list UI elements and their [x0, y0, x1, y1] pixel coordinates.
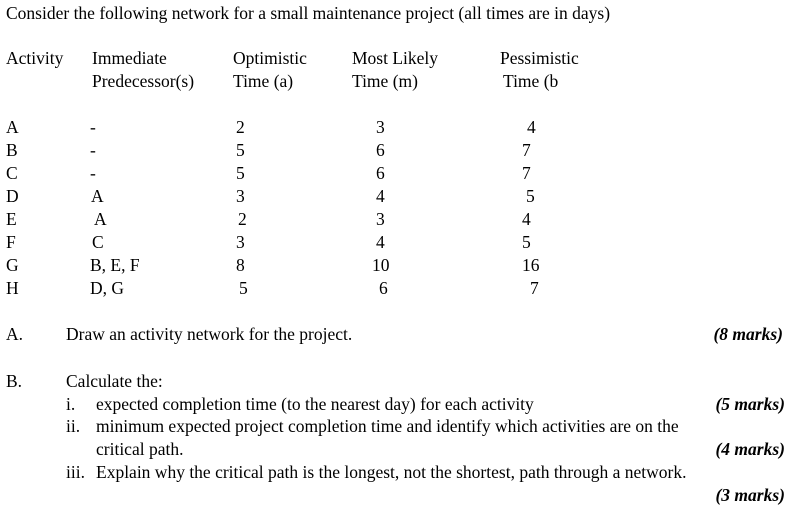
question-b-text: Calculate the: — [66, 371, 163, 391]
item-number: ii. — [66, 416, 81, 436]
question-a-text: Draw an activity network for the project. — [66, 324, 353, 344]
header-optimistic: Optimistic — [233, 48, 307, 68]
cell-pessimistic: 5 — [522, 232, 531, 252]
cell-pessimistic: 5 — [526, 186, 535, 206]
cell-pessimistic: 4 — [527, 117, 536, 137]
item-marks: (4 marks) — [715, 439, 785, 459]
item-text-continuation: critical path. — [96, 439, 184, 459]
cell-pessimistic: 16 — [522, 255, 540, 275]
item-number: i. — [66, 394, 76, 414]
cell-optimistic: 2 — [236, 117, 245, 137]
cell-predecessor: A — [94, 209, 107, 229]
question-b-label: B. — [6, 371, 23, 391]
cell-predecessor: D, G — [90, 278, 125, 298]
header-pessimistic: Pessimistic — [500, 48, 579, 68]
header-most-likely: Most Likely — [352, 48, 439, 68]
cell-most-likely: 4 — [376, 232, 385, 252]
cell-most-likely: 6 — [379, 278, 388, 298]
cell-activity: D — [6, 186, 19, 206]
item-text: minimum expected project completion time and identify which activities are on the — [96, 416, 679, 436]
cell-activity: F — [6, 232, 16, 252]
cell-activity: C — [6, 163, 18, 183]
header-pessimistic-line2: Time (b — [503, 71, 559, 91]
header-optimistic-line2: Time (a) — [233, 71, 294, 91]
item-number: iii. — [66, 462, 85, 482]
cell-activity: G — [6, 255, 19, 275]
intro-text: Consider the following network for a small maintenance project (all times are in days) — [6, 3, 611, 23]
question-a-marks: (8 marks) — [713, 324, 783, 344]
item-marks: (3 marks) — [715, 485, 785, 505]
cell-predecessor: - — [90, 117, 96, 137]
cell-optimistic: 2 — [238, 209, 247, 229]
cell-predecessor: A — [91, 186, 104, 206]
cell-predecessor: B, E, F — [90, 255, 140, 275]
cell-predecessor: - — [90, 140, 96, 160]
question-a-label: A. — [6, 324, 24, 344]
item-marks: (5 marks) — [715, 394, 785, 414]
cell-most-likely: 10 — [372, 255, 390, 275]
cell-pessimistic: 7 — [522, 140, 531, 160]
item-text: Explain why the critical path is the longest, not the shortest, path through a network. — [96, 462, 687, 482]
item-text: expected completion time (to the nearest day) for each activity — [96, 394, 534, 414]
cell-most-likely: 3 — [376, 209, 385, 229]
cell-pessimistic: 4 — [522, 209, 531, 229]
cell-pessimistic: 7 — [530, 278, 539, 298]
cell-optimistic: 5 — [236, 140, 245, 160]
cell-activity: A — [6, 117, 19, 137]
cell-predecessor: C — [92, 232, 104, 252]
cell-optimistic: 3 — [236, 186, 245, 206]
cell-optimistic: 8 — [236, 255, 245, 275]
cell-most-likely: 3 — [376, 117, 385, 137]
cell-activity: H — [6, 278, 19, 298]
cell-most-likely: 6 — [376, 140, 385, 160]
cell-most-likely: 6 — [376, 163, 385, 183]
cell-optimistic: 5 — [236, 163, 245, 183]
cell-predecessor: - — [90, 163, 96, 183]
header-activity: Activity — [6, 48, 64, 68]
cell-most-likely: 4 — [376, 186, 385, 206]
header-predecessor-line2: Predecessor(s) — [92, 71, 195, 91]
cell-pessimistic: 7 — [522, 163, 531, 183]
cell-activity: E — [6, 209, 17, 229]
cell-optimistic: 3 — [236, 232, 245, 252]
header-most-likely-line2: Time (m) — [352, 71, 418, 91]
cell-optimistic: 5 — [239, 278, 248, 298]
cell-activity: B — [6, 140, 18, 160]
header-predecessor: Immediate — [92, 48, 167, 68]
